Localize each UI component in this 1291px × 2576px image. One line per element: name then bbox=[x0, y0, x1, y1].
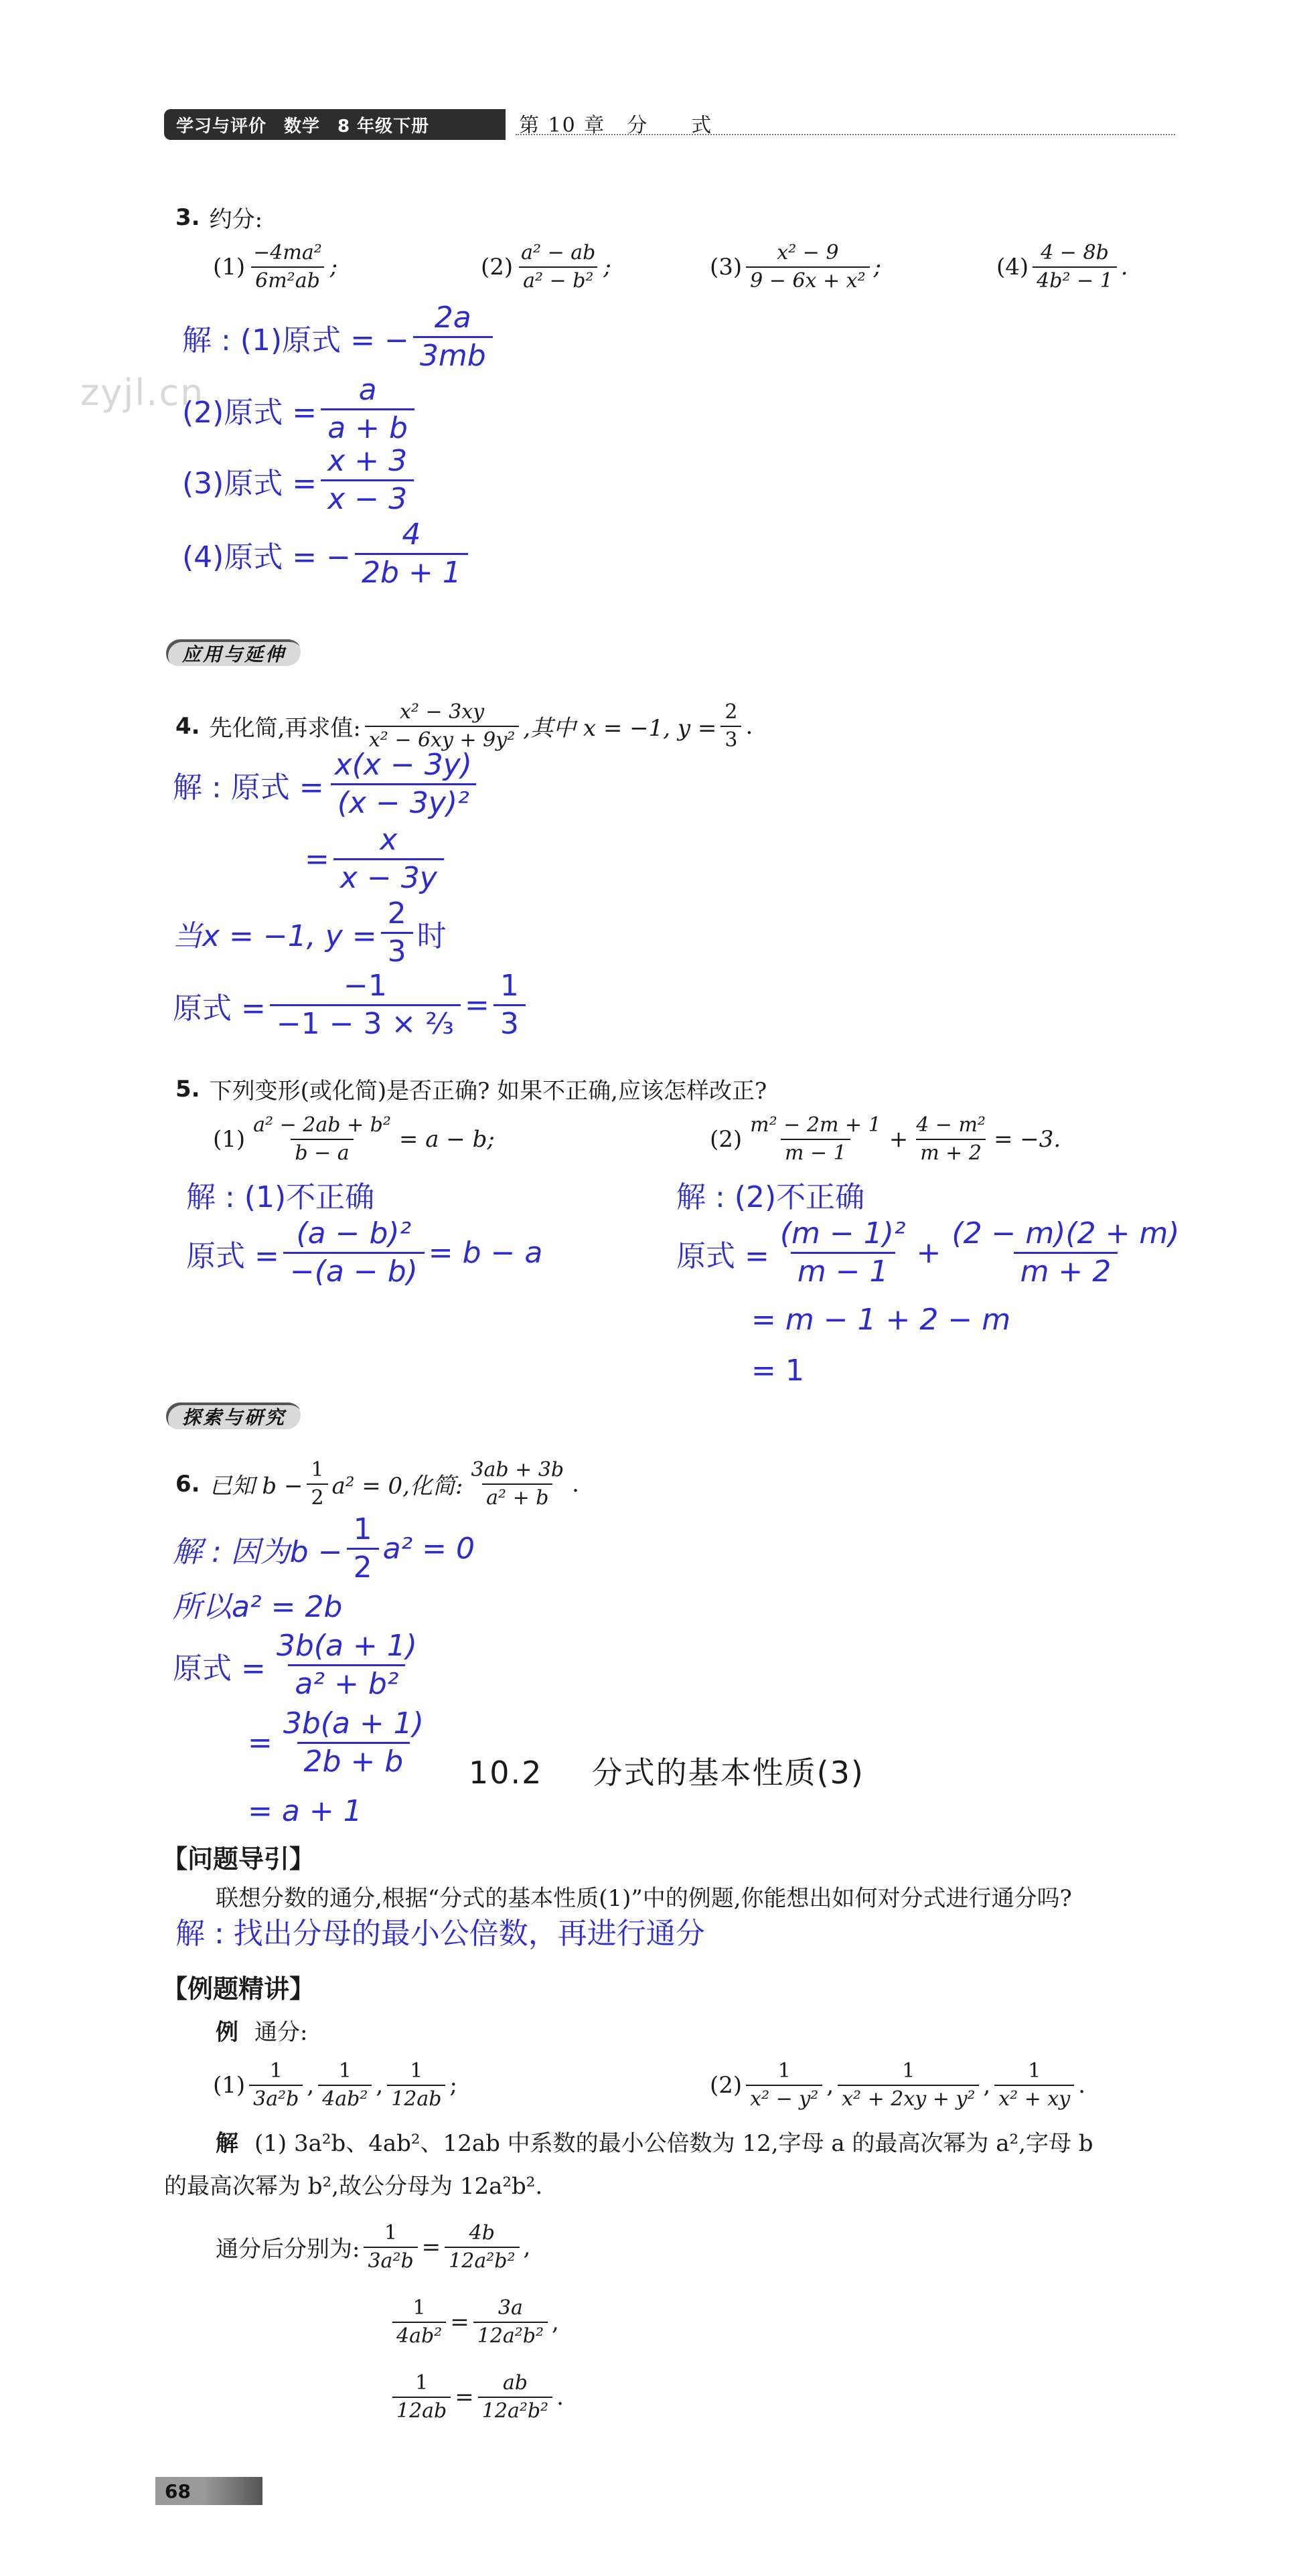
page-number: 68 bbox=[155, 2477, 262, 2505]
q6-stem: 6. 已知 b − $\frac{1}{2}$ a² = 0,化简: $\frac{3ab + 3b}{\text{a² + b}}$ . bbox=[175, 1458, 579, 1510]
q5-stem: 5. 下列变形(或化简)是否正确? 如果不正确,应该怎样改正? bbox=[175, 1075, 767, 1105]
q5-part1: (1) $\frac{\text{a² − 2ab + b²}}{b - a}$ = a − b; bbox=[213, 1113, 495, 1165]
section-number: 10.2 bbox=[469, 1755, 543, 1791]
q3-answer-2: (2)原式 = $\frac{a}{a + b}$ bbox=[182, 375, 419, 444]
header-subject: 数学 bbox=[284, 116, 321, 137]
example-result-1: 通分后分别为: $\frac{1}{\text{3a²b}}$ = $\frac{4b}{\text{12a²b²}}$ , bbox=[216, 2221, 531, 2273]
section-banner-exploration: 探索与研究 bbox=[166, 1402, 302, 1431]
q6-answer-line1: 解 : 因为b − $\frac{1}{2}$ a² = 0 bbox=[173, 1512, 475, 1585]
q3-answer-4: (4)原式 = − $\frac{4}{2b + 1}$ bbox=[182, 519, 472, 588]
q6-answer-line4: = $\frac{3b(a + 1)}{2b + b}$ bbox=[248, 1706, 424, 1779]
q4-answer-line1: 解 : 原式 = $\frac{x(x - 3y)}{\text{(x − 3y)²}}$ bbox=[173, 750, 483, 819]
guide-text: 联想分数的通分,根据“分式的基本性质(1)”中的例题,你能想出如何对分式进行通分吗? bbox=[216, 1885, 1072, 1912]
header-series: 学习与评价 bbox=[176, 116, 267, 137]
q6-answer-line2: 所以a² = 2b bbox=[173, 1590, 343, 1624]
q3-part2: (2) $\frac{\text{a² − ab}}{\text{a² − b²}}$ ; bbox=[481, 241, 611, 293]
header-grade: 8 年级下册 bbox=[337, 116, 430, 137]
example-result-3: $\frac{1}{12ab}$ = $\frac{ab}{\text{12a²b²}}$ . bbox=[388, 2372, 564, 2421]
q4-answer-line3: 当x = −1, y = $\frac{2}{3}$ 时 bbox=[173, 896, 447, 969]
example-part2: (2) $\frac{1}{\text{x² − y²}}$ , $\frac{1}{\text{x² + 2xy + y²}}$ , $\frac{1}{\text{x² + xy}}$ . bbox=[710, 2059, 1086, 2111]
q6-answer-line5: = a + 1 bbox=[248, 1794, 362, 1828]
watermark: zyjl.cn bbox=[80, 372, 205, 414]
q5-answer2-head: 解 : (2)不正确 bbox=[676, 1180, 865, 1214]
q5-answer1-work: 原式 = $\frac{\text{(a − b)²}}{-(a - b)}$ = b − a bbox=[186, 1216, 543, 1289]
example-task: 例 通分: bbox=[216, 2019, 308, 2046]
guide-heading: 【问题导引】 bbox=[162, 1844, 315, 1874]
section-name: 分式的基本性质(3) bbox=[591, 1755, 864, 1791]
q4-answer-line4: 原式 = $\frac{-1}{\text{−1 − 3 × ⅔}}$ = $\frac{1}{3}$ bbox=[173, 971, 530, 1040]
q3-answer-3: (3)原式 = $\frac{x + 3}{x - 3}$ bbox=[182, 446, 418, 515]
example-result-2: $\frac{1}{\text{4ab²}}$ = $\frac{3a}{\text{12a²b²}}$ , bbox=[388, 2298, 559, 2346]
header-chapter: 第 10 章 分 式 bbox=[519, 114, 713, 137]
q5-answer2-line2: = m − 1 + 2 − m bbox=[751, 1303, 1011, 1337]
example-heading: 【例题精讲】 bbox=[162, 1974, 315, 2004]
q3-stem: 3. 约分: bbox=[175, 204, 263, 233]
q3-part4: (4) $\frac{4 - 8b}{\text{4b² − 1}}$ . bbox=[996, 241, 1128, 293]
q3-part3: (3) $\frac{\text{x² − 9}}{\text{9 − 6x + x²}}$ ; bbox=[710, 241, 882, 293]
header-divider bbox=[516, 134, 1175, 135]
q5-answer2-work: 原式 = $\frac{\text{(m − 1)²}}{m - 1}$ + $\frac{(2 - m)(2 + m)}{m + 2}$ bbox=[676, 1216, 1180, 1289]
section-banner-application: 应用与延伸 bbox=[166, 639, 302, 667]
example-solution-line1: 解 (1) 3a²b、4ab²、12ab 中系数的最小公倍数为 12,字母 a 的最高次幂为 a²,字母 b bbox=[216, 2130, 1093, 2157]
guide-answer: 解 : 找出分母的最小公倍数，再进行通分 bbox=[175, 1917, 705, 1951]
q5-part2: (2) $\frac{\text{m² − 2m + 1}}{m - 1}$ + $\frac{\text{4 − m²}}{m + 2}$ = −3. bbox=[710, 1113, 1061, 1165]
q3-part1: (1) $\frac{\text{−4ma²}}{\text{6m²ab}}$ ; bbox=[213, 241, 338, 293]
q5-answer2-line3: = 1 bbox=[751, 1354, 804, 1388]
q4-answer-line2: = $\frac{x}{x - 3y}$ bbox=[305, 825, 448, 894]
q5-answer1-head: 解 : (1)不正确 bbox=[186, 1180, 375, 1214]
section-title bbox=[469, 1749, 864, 1793]
example-solution-line2: 的最高次幂为 b²,故公分母为 12a²b². bbox=[164, 2173, 543, 2200]
example-part1: (1) $\frac{1}{\text{3a²b}}$ , $\frac{1}{\text{4ab²}}$ , $\frac{1}{12ab}$ ; bbox=[213, 2059, 457, 2111]
running-header bbox=[164, 109, 506, 140]
q4-stem: 4. 先化简,再求值: $\frac{\text{x² − 3xy}}{\text{x² − 6xy + 9y²}}$ ,其中 x = −1, y = $\frac{2}{3}$ . bbox=[175, 700, 753, 752]
q3-answer-1: 解 : (1)原式 = − $\frac{2a}{3mb}$ bbox=[182, 303, 497, 372]
q6-answer-line3: 原式 = $\frac{3b(a + 1)}{\text{a² + b²}}$ bbox=[173, 1629, 417, 1702]
